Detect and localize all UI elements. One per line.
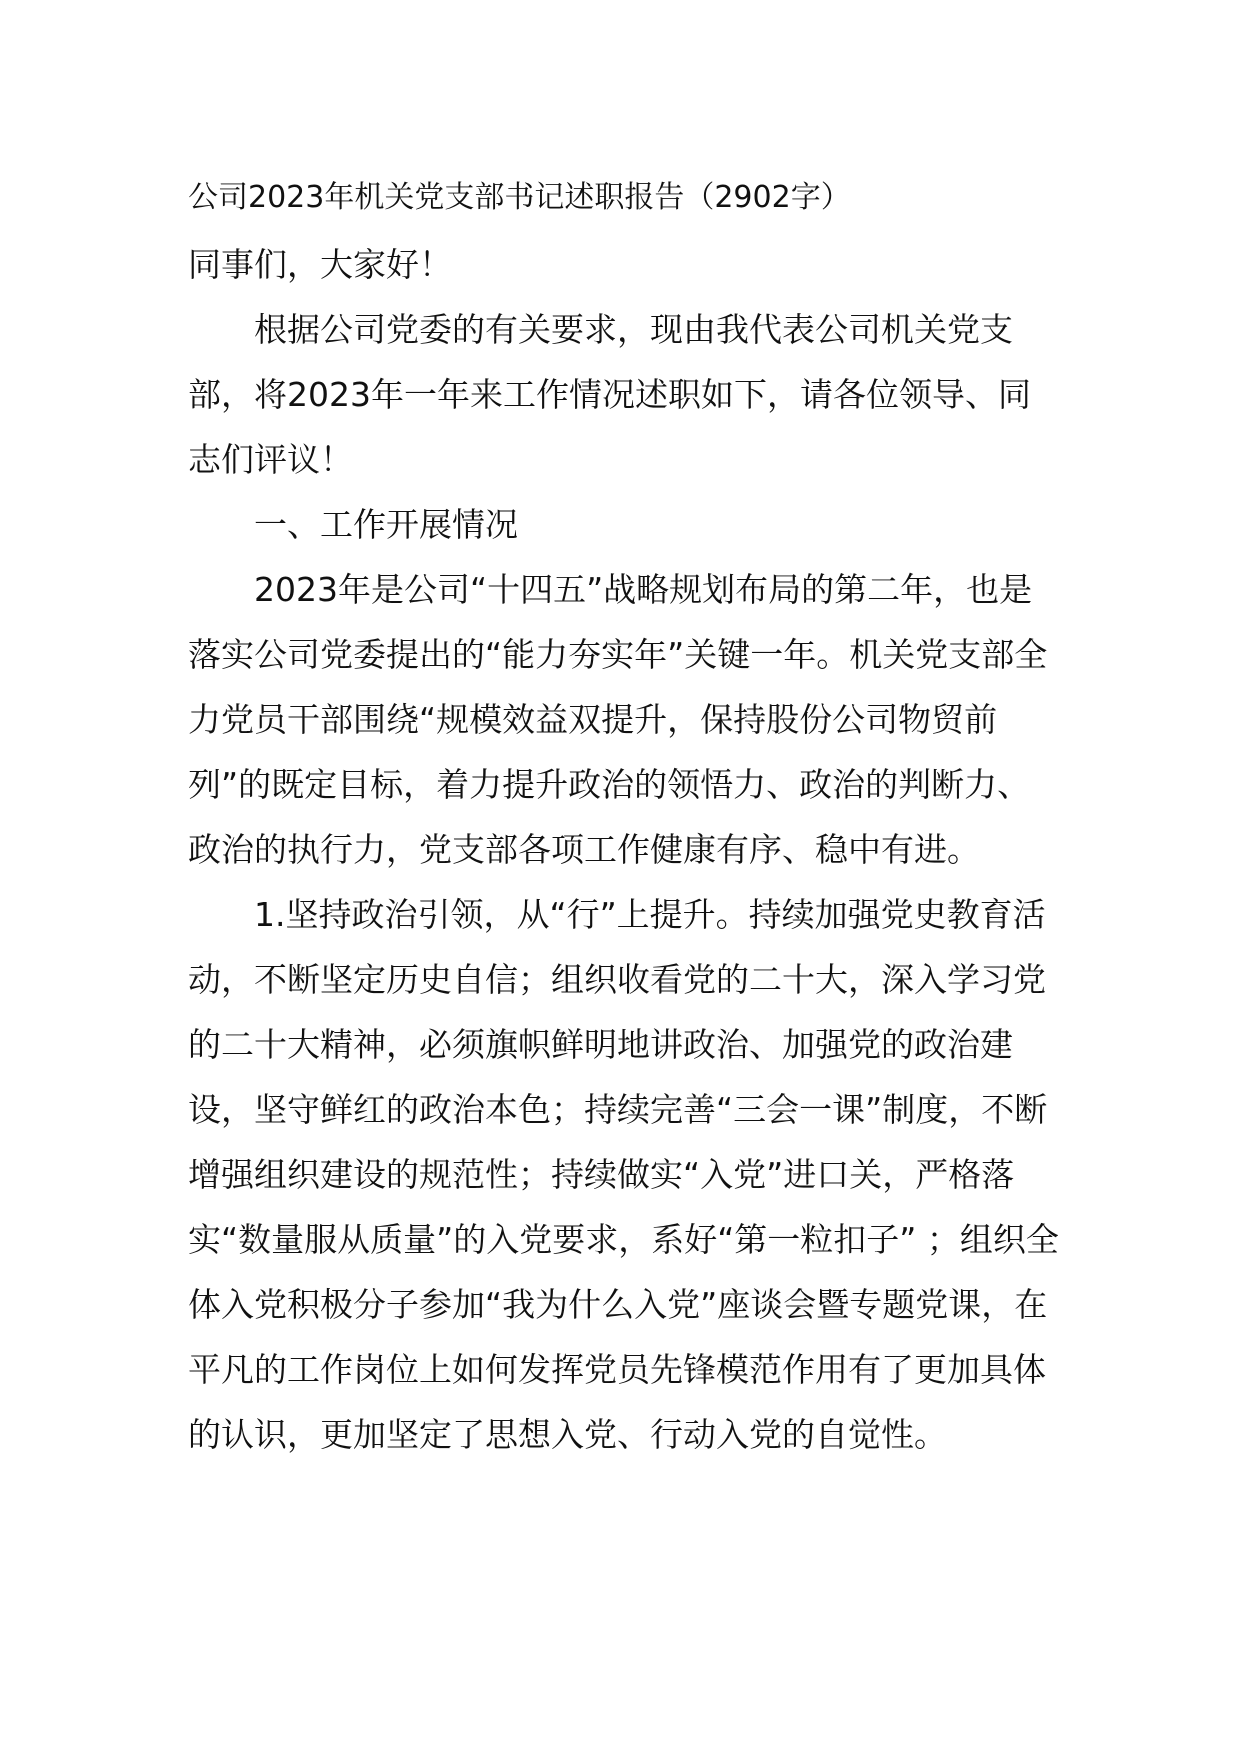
document-body bbox=[188, 178, 1060, 1467]
intro-paragraph: 根据公司党委的有关要求，现由我代表公司机关党支部，将2023年一年来工作情况述职如下，请各位领导、同志们评议！ bbox=[188, 310, 1031, 479]
item-paragraph: 1.坚持政治引领，从“行”上提升。持续加强党史教育活动，不断坚定历史自信；组织收看党的二十大，深入学习党的二十大精神，必须旗帜鲜明地讲政治、加强党的政治建设，坚守鲜红的政治本色；持续完善“三会一课”制度，不断增强组织建设的规范性；持续做实“入党”进口关，严格落实“数量服从质量”的入党要求，系好“第一粒扣子” ；组织全体入党积极分子参加“我为什么入党”座谈会暨专题党课，在平凡的工作岗位上如何发挥党员先锋模范作用有了更加具体的认识，更加坚定了思想入党、行动入党的自觉性。 bbox=[188, 895, 1059, 1454]
document-title: 公司2023年机关党支部书记述职报告（2902字） bbox=[188, 180, 851, 215]
salutation: 同事们，大家好！ bbox=[188, 245, 452, 284]
section-paragraph: 2023年是公司“十四五”战略规划布局的第二年，也是落实公司党委提出的“能力夯实年”关键一年。机关党支部全力党员干部围绕“规模效益双提升，保持股份公司物贸前列”的既定目标，着力提升政治的领悟力、政治的判断力、政治的执行力，党支部各项工作健康有序、稳中有进。 bbox=[188, 570, 1048, 869]
section-heading: 一、工作开展情况 bbox=[254, 505, 518, 544]
